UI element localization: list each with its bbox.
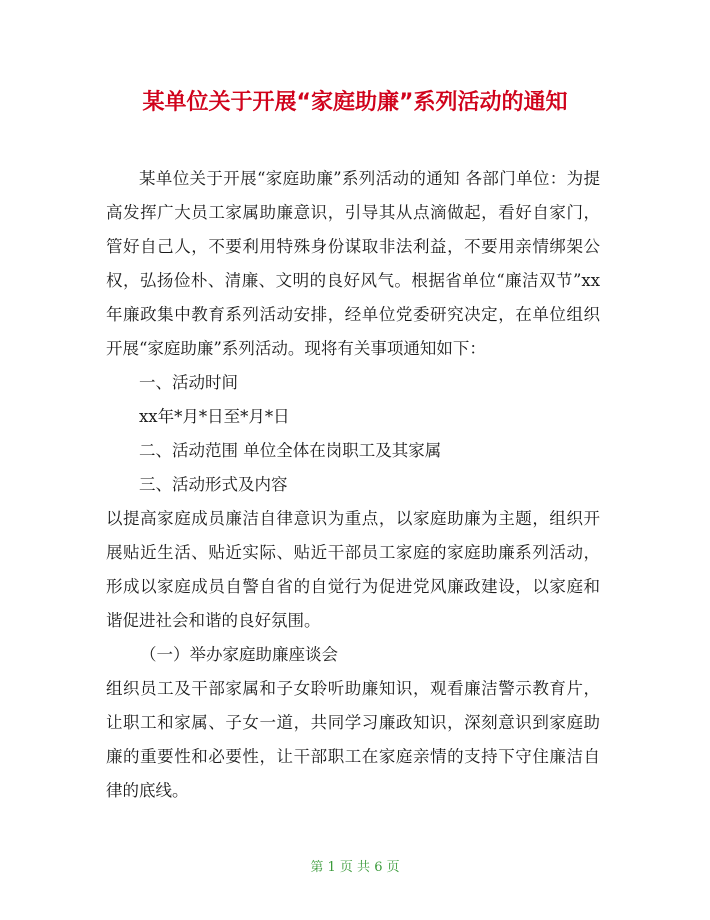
section-heading-content: 三、活动形式及内容: [139, 475, 288, 494]
intro-paragraph: 某单位关于开展“家庭助廉”系列活动的通知 各部门单位：为提高发挥广大员工家属助廉意识，引导其从点滴做起，看好自家门，管好自己人，不要利用特殊身份谋取非法利益，不要用亲情绑架公权，弘扬俭朴、清廉、文明的良好风气。根据省单位“廉洁双节”xx年廉政集中教育系列活动安排，经单位党委研究决定，在单位组织开展“家庭助廉”系列活动。现将有关事项通知如下：: [106, 169, 600, 358]
content-paragraph: 以提高家庭成员廉洁自律意识为重点，以家庭助廉为主题，组织开展贴近生活、贴近实际、贴近干部员工家庭的家庭助廉系列活动，形成以家庭成员自警自省的自觉行为促进党风廉政建设，以家庭和谐促进社会和谐的良好氛围。: [106, 509, 600, 630]
section-heading-scope: 二、活动范围 单位全体在岗职工及其家属: [139, 441, 442, 460]
document-body: [106, 162, 600, 808]
subsection-heading-seminar: （一）举办家庭助廉座谈会: [140, 645, 338, 664]
seminar-paragraph: 组织员工及干部家属和子女聆听助廉知识，观看廉洁警示教育片，让职工和家属、子女一道，共同学习廉政知识，深刻意识到家庭助廉的重要性和必要性，让干部职工在家庭亲情的支持下守住廉洁自律的底线。: [106, 679, 600, 800]
section-heading-time: 一、活动时间: [139, 373, 238, 392]
activity-date: xx年*月*日至*月*日: [139, 407, 290, 426]
document-title: 某单位关于开展“家庭助廉”系列活动的通知: [142, 90, 568, 115]
page-number-footer: 第 1 页 共 6 页: [310, 860, 400, 875]
